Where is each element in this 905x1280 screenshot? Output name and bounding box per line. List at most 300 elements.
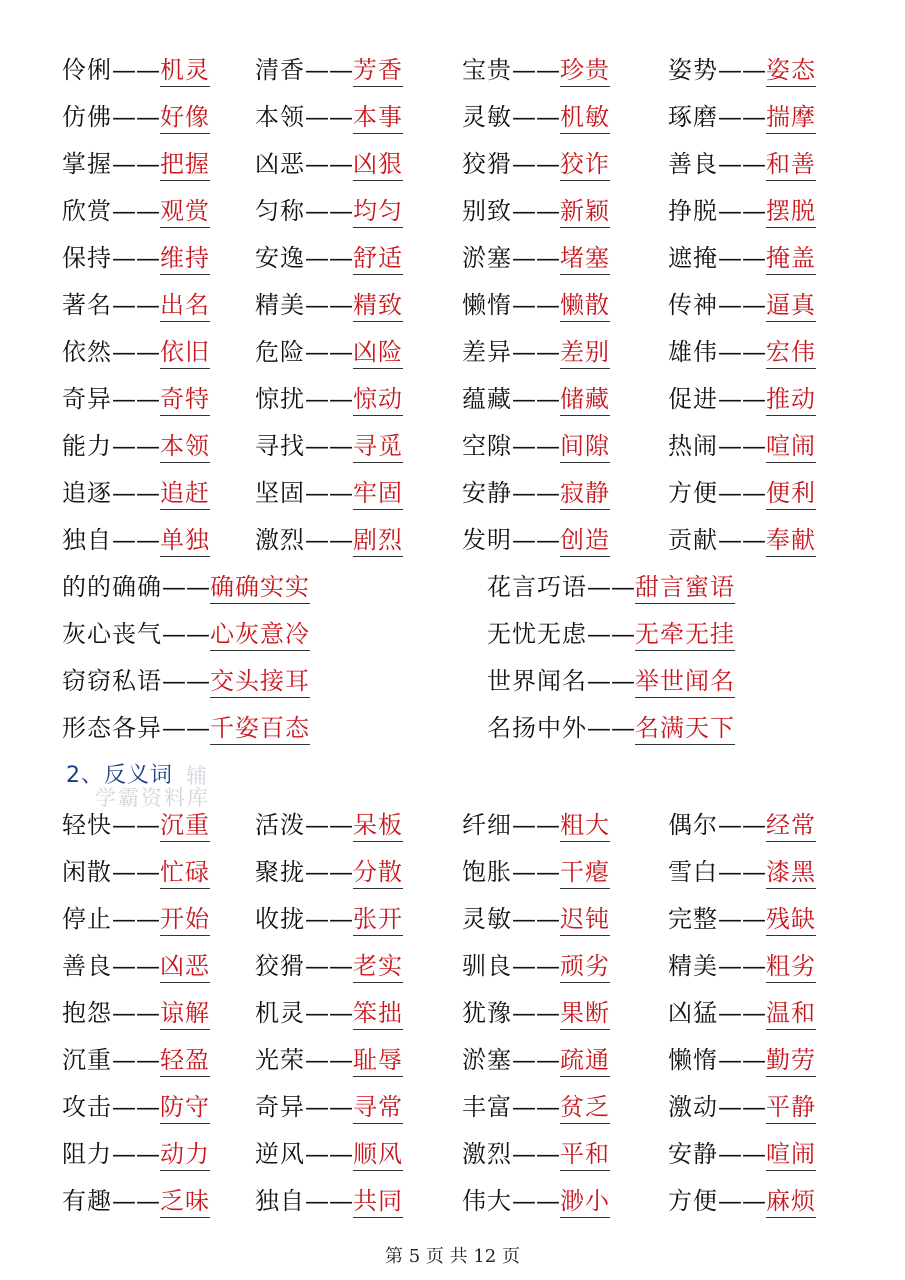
answer-word: 粗大 (560, 810, 610, 842)
answer-word: 无牵无挂 (635, 619, 735, 651)
word: 淤塞 (462, 1046, 512, 1074)
dash: —— (512, 952, 560, 980)
antonym-pair (62, 1040, 210, 1080)
answer-word: 顺风 (353, 1139, 403, 1171)
dash: —— (112, 526, 160, 554)
dash: —— (162, 573, 210, 601)
answer-word: 惊动 (353, 384, 403, 416)
dash: —— (587, 573, 635, 601)
dash: —— (718, 103, 766, 131)
dash: —— (305, 56, 353, 84)
dash: —— (305, 1046, 353, 1074)
word: 清香 (255, 56, 305, 84)
answer-word: 均匀 (353, 196, 403, 228)
word: 偶尔 (668, 811, 718, 839)
idiom-row (0, 661, 905, 701)
word: 的的确确 (62, 573, 162, 601)
answer-word: 共同 (353, 1186, 403, 1218)
answer-word: 寂静 (560, 478, 610, 510)
answer-word: 逼真 (766, 290, 816, 322)
word: 攻击 (62, 1093, 112, 1121)
dash: —— (512, 858, 560, 886)
answer-word: 芳香 (353, 55, 403, 87)
answer-word: 维持 (160, 243, 210, 275)
dash: —— (305, 858, 353, 886)
antonym-pair (668, 1040, 816, 1080)
dash: —— (305, 291, 353, 319)
synonym-pair (62, 473, 210, 513)
dash: —— (512, 385, 560, 413)
answer-word: 本事 (353, 102, 403, 134)
synonym-pair (462, 191, 610, 231)
answer-word: 漆黑 (766, 857, 816, 889)
word: 奇异 (255, 1093, 305, 1121)
dash: —— (587, 714, 635, 742)
answer-word: 交头接耳 (210, 666, 310, 698)
dash: —— (718, 338, 766, 366)
word: 机灵 (255, 999, 305, 1027)
answer-word: 开始 (160, 904, 210, 936)
dash: —— (718, 1187, 766, 1215)
synonym-pair (668, 97, 816, 137)
dash: —— (112, 244, 160, 272)
antonym-row (0, 899, 905, 939)
answer-word: 精致 (353, 290, 403, 322)
answer-word: 姿态 (766, 55, 816, 87)
word: 雄伟 (668, 338, 718, 366)
antonym-pair (668, 946, 816, 986)
synonym-row (0, 473, 905, 513)
answer-word: 张开 (353, 904, 403, 936)
word: 别致 (462, 197, 512, 225)
dash: —— (718, 952, 766, 980)
dash: —— (112, 291, 160, 319)
synonym-row (0, 520, 905, 560)
answer-word: 心灰意冷 (210, 619, 310, 651)
word: 本领 (255, 103, 305, 131)
antonym-pair (255, 852, 403, 892)
word: 促进 (668, 385, 718, 413)
synonym-row (0, 144, 905, 184)
antonym-pair (255, 805, 403, 845)
synonym-pair (462, 332, 610, 372)
dash: —— (512, 1140, 560, 1168)
antonym-row (0, 852, 905, 892)
word: 形态各异 (62, 714, 162, 742)
answer-word: 牢固 (353, 478, 403, 510)
antonym-row (0, 993, 905, 1033)
answer-word: 谅解 (160, 998, 210, 1030)
dash: —— (112, 432, 160, 460)
dash: —— (718, 385, 766, 413)
antonym-pair (462, 899, 610, 939)
antonym-pair (255, 1134, 403, 1174)
answer-word: 老实 (353, 951, 403, 983)
synonym-pair (255, 285, 403, 325)
dash: —— (162, 667, 210, 695)
dash: —— (718, 1140, 766, 1168)
antonym-pair (668, 899, 816, 939)
dash: —— (112, 905, 160, 933)
synonym-pair (668, 285, 816, 325)
word: 姿势 (668, 56, 718, 84)
word: 凶恶 (255, 150, 305, 178)
answer-word: 温和 (766, 998, 816, 1030)
answer-word: 把握 (160, 149, 210, 181)
dash: —— (718, 1046, 766, 1074)
dash: —— (512, 1187, 560, 1215)
word: 方便 (668, 479, 718, 507)
answer-word: 千姿百态 (210, 713, 310, 745)
word: 名扬中外 (487, 714, 587, 742)
dash: —— (112, 999, 160, 1027)
antonym-pair (62, 946, 210, 986)
word: 完整 (668, 905, 718, 933)
answer-word: 寻觅 (353, 431, 403, 463)
word: 狡猾 (462, 150, 512, 178)
dash: —— (305, 197, 353, 225)
answer-word: 防守 (160, 1092, 210, 1124)
word: 精美 (255, 291, 305, 319)
synonym-pair (62, 285, 210, 325)
dash: —— (512, 811, 560, 839)
synonym-pair (668, 191, 816, 231)
dash: —— (112, 479, 160, 507)
answer-word: 推动 (766, 384, 816, 416)
answer-word: 确确实实 (210, 572, 310, 604)
word: 沉重 (62, 1046, 112, 1074)
synonym-pair (62, 379, 210, 419)
dash: —— (305, 1187, 353, 1215)
dash: —— (305, 338, 353, 366)
dash: —— (718, 905, 766, 933)
answer-word: 机敏 (560, 102, 610, 134)
dash: —— (718, 150, 766, 178)
word: 安静 (668, 1140, 718, 1168)
word: 饱胀 (462, 858, 512, 886)
answer-word: 追赶 (160, 478, 210, 510)
dash: —— (112, 811, 160, 839)
dash: —— (512, 56, 560, 84)
synonym-pair (62, 520, 210, 560)
word: 贡献 (668, 526, 718, 554)
word: 有趣 (62, 1187, 112, 1215)
synonym-pair (668, 426, 816, 466)
word: 坚固 (255, 479, 305, 507)
antonym-pair (668, 1181, 816, 1221)
dash: —— (512, 1046, 560, 1074)
dash: —— (512, 432, 560, 460)
word: 闲散 (62, 858, 112, 886)
synonym-pair (668, 238, 816, 278)
idiom-pair (487, 708, 735, 748)
word: 逆风 (255, 1140, 305, 1168)
word: 狡猾 (255, 952, 305, 980)
answer-word: 凶险 (353, 337, 403, 369)
idiom-row (0, 614, 905, 654)
answer-word: 和善 (766, 149, 816, 181)
synonym-pair (62, 426, 210, 466)
answer-word: 名满天下 (635, 713, 735, 745)
antonym-pair (62, 805, 210, 845)
word: 停止 (62, 905, 112, 933)
word: 窃窃私语 (62, 667, 162, 695)
answer-word: 掩盖 (766, 243, 816, 275)
word: 收拢 (255, 905, 305, 933)
word: 寻找 (255, 432, 305, 460)
dash: —— (112, 197, 160, 225)
synonym-pair (668, 520, 816, 560)
synonym-row (0, 191, 905, 231)
dash: —— (162, 714, 210, 742)
synonym-row (0, 97, 905, 137)
synonym-row (0, 285, 905, 325)
dash: —— (112, 338, 160, 366)
word: 著名 (62, 291, 112, 319)
synonym-pair (462, 426, 610, 466)
answer-word: 懒散 (560, 290, 610, 322)
synonym-pair (462, 473, 610, 513)
idiom-pair (487, 661, 735, 701)
dash: —— (718, 526, 766, 554)
word: 伟大 (462, 1187, 512, 1215)
answer-word: 疏通 (560, 1045, 610, 1077)
idiom-pair (62, 614, 310, 654)
synonym-row (0, 426, 905, 466)
dash: —— (112, 1046, 160, 1074)
word: 保持 (62, 244, 112, 272)
answer-word: 动力 (160, 1139, 210, 1171)
answer-word: 喧闹 (766, 431, 816, 463)
word: 独自 (62, 526, 112, 554)
answer-word: 宏伟 (766, 337, 816, 369)
antonym-pair (462, 805, 610, 845)
dash: —— (162, 620, 210, 648)
synonym-row (0, 50, 905, 90)
antonym-pair (462, 1134, 610, 1174)
answer-word: 寻常 (353, 1092, 403, 1124)
answer-word: 勤劳 (766, 1045, 816, 1077)
dash: —— (305, 385, 353, 413)
dash: —— (305, 811, 353, 839)
synonym-pair (668, 379, 816, 419)
answer-word: 摆脱 (766, 196, 816, 228)
antonym-pair (462, 1181, 610, 1221)
antonym-pair (62, 1181, 210, 1221)
dash: —— (718, 56, 766, 84)
antonym-pair (462, 1087, 610, 1127)
dash: —— (718, 811, 766, 839)
dash: —— (112, 103, 160, 131)
dash: —— (305, 1093, 353, 1121)
dash: —— (305, 1140, 353, 1168)
answer-word: 差别 (560, 337, 610, 369)
word: 差异 (462, 338, 512, 366)
word: 驯良 (462, 952, 512, 980)
antonym-pair (668, 852, 816, 892)
synonym-pair (668, 50, 816, 90)
antonym-row (0, 1040, 905, 1080)
idiom-pair (62, 708, 310, 748)
answer-word: 乏味 (160, 1186, 210, 1218)
word: 懒惰 (462, 291, 512, 319)
dash: —— (512, 291, 560, 319)
word: 阻力 (62, 1140, 112, 1168)
antonym-pair (462, 1040, 610, 1080)
watermark-fragment: 辅 (186, 764, 207, 788)
answer-word: 珍贵 (560, 55, 610, 87)
word: 匀称 (255, 197, 305, 225)
word: 发明 (462, 526, 512, 554)
synonym-pair (255, 97, 403, 137)
word: 善良 (62, 952, 112, 980)
answer-word: 干瘪 (560, 857, 610, 889)
word: 活泼 (255, 811, 305, 839)
dash: —— (112, 1140, 160, 1168)
antonym-pair (668, 993, 816, 1033)
answer-word: 忙碌 (160, 857, 210, 889)
word: 依然 (62, 338, 112, 366)
answer-word: 狡诈 (560, 149, 610, 181)
dash: —— (305, 103, 353, 131)
antonyms-heading: 2、反义词 (66, 763, 173, 788)
answer-word: 分散 (353, 857, 403, 889)
antonym-pair (255, 1181, 403, 1221)
synonym-pair (62, 97, 210, 137)
word: 仿佛 (62, 103, 112, 131)
idiom-row (0, 708, 905, 748)
antonym-pair (62, 899, 210, 939)
antonym-row (0, 946, 905, 986)
synonym-pair (462, 379, 610, 419)
word: 传神 (668, 291, 718, 319)
answer-word: 呆板 (353, 810, 403, 842)
word: 热闹 (668, 432, 718, 460)
idiom-pair (62, 567, 310, 607)
synonym-pair (462, 144, 610, 184)
answer-word: 依旧 (160, 337, 210, 369)
dash: —— (305, 999, 353, 1027)
answer-word: 揣摩 (766, 102, 816, 134)
word: 激烈 (462, 1140, 512, 1168)
dash: —— (512, 244, 560, 272)
dash: —— (112, 150, 160, 178)
word: 精美 (668, 952, 718, 980)
antonym-pair (668, 1087, 816, 1127)
answer-word: 粗劣 (766, 951, 816, 983)
synonym-pair (255, 473, 403, 513)
antonym-pair (462, 946, 610, 986)
answer-word: 奇特 (160, 384, 210, 416)
dash: —— (718, 479, 766, 507)
word: 灵敏 (462, 905, 512, 933)
synonym-pair (462, 97, 610, 137)
antonym-pair (668, 805, 816, 845)
synonym-pair (255, 426, 403, 466)
answer-word: 沉重 (160, 810, 210, 842)
answer-word: 平静 (766, 1092, 816, 1124)
synonym-row (0, 379, 905, 419)
answer-word: 间隙 (560, 431, 610, 463)
word: 善良 (668, 150, 718, 178)
answer-word: 残缺 (766, 904, 816, 936)
idiom-row (0, 567, 905, 607)
word: 安静 (462, 479, 512, 507)
dash: —— (512, 338, 560, 366)
synonym-pair (62, 50, 210, 90)
word: 安逸 (255, 244, 305, 272)
word: 世界闻名 (487, 667, 587, 695)
dash: —— (718, 432, 766, 460)
answer-word: 麻烦 (766, 1186, 816, 1218)
answer-word: 凶狠 (353, 149, 403, 181)
answer-word: 渺小 (560, 1186, 610, 1218)
word: 聚拢 (255, 858, 305, 886)
answer-word: 笨拙 (353, 998, 403, 1030)
word: 抱怨 (62, 999, 112, 1027)
dash: —— (305, 905, 353, 933)
word: 惊扰 (255, 385, 305, 413)
watermark: 学霸资料库 (95, 786, 210, 810)
word: 挣脱 (668, 197, 718, 225)
dash: —— (718, 244, 766, 272)
word: 淤塞 (462, 244, 512, 272)
synonym-pair (255, 144, 403, 184)
answer-word: 经常 (766, 810, 816, 842)
antonym-pair (255, 946, 403, 986)
dash: —— (305, 150, 353, 178)
page-footer: 第 5 页 共 12 页 (385, 1246, 520, 1267)
answer-word: 舒适 (353, 243, 403, 275)
word: 奇异 (62, 385, 112, 413)
synonym-pair (62, 238, 210, 278)
antonym-pair (62, 1087, 210, 1127)
synonym-pair (255, 379, 403, 419)
antonym-pair (255, 1087, 403, 1127)
answer-word: 堵塞 (560, 243, 610, 275)
answer-word: 机灵 (160, 55, 210, 87)
idiom-pair (62, 661, 310, 701)
word: 花言巧语 (487, 573, 587, 601)
dash: —— (512, 103, 560, 131)
antonym-pair (62, 993, 210, 1033)
antonym-pair (62, 852, 210, 892)
dash: —— (512, 197, 560, 225)
dash: —— (718, 197, 766, 225)
dash: —— (512, 1093, 560, 1121)
synonym-pair (255, 520, 403, 560)
antonym-row (0, 1181, 905, 1221)
antonym-pair (255, 993, 403, 1033)
answer-word: 奉献 (766, 525, 816, 557)
synonym-pair (255, 238, 403, 278)
dash: —— (305, 526, 353, 554)
word: 遮掩 (668, 244, 718, 272)
word: 丰富 (462, 1093, 512, 1121)
dash: —— (112, 1093, 160, 1121)
dash: —— (112, 1187, 160, 1215)
synonym-pair (668, 332, 816, 372)
idiom-pair (487, 614, 735, 654)
synonym-pair (255, 332, 403, 372)
word: 犹豫 (462, 999, 512, 1027)
word: 方便 (668, 1187, 718, 1215)
antonym-pair (255, 1040, 403, 1080)
antonym-row (0, 805, 905, 845)
antonym-pair (62, 1134, 210, 1174)
antonym-row (0, 1087, 905, 1127)
synonym-pair (668, 144, 816, 184)
